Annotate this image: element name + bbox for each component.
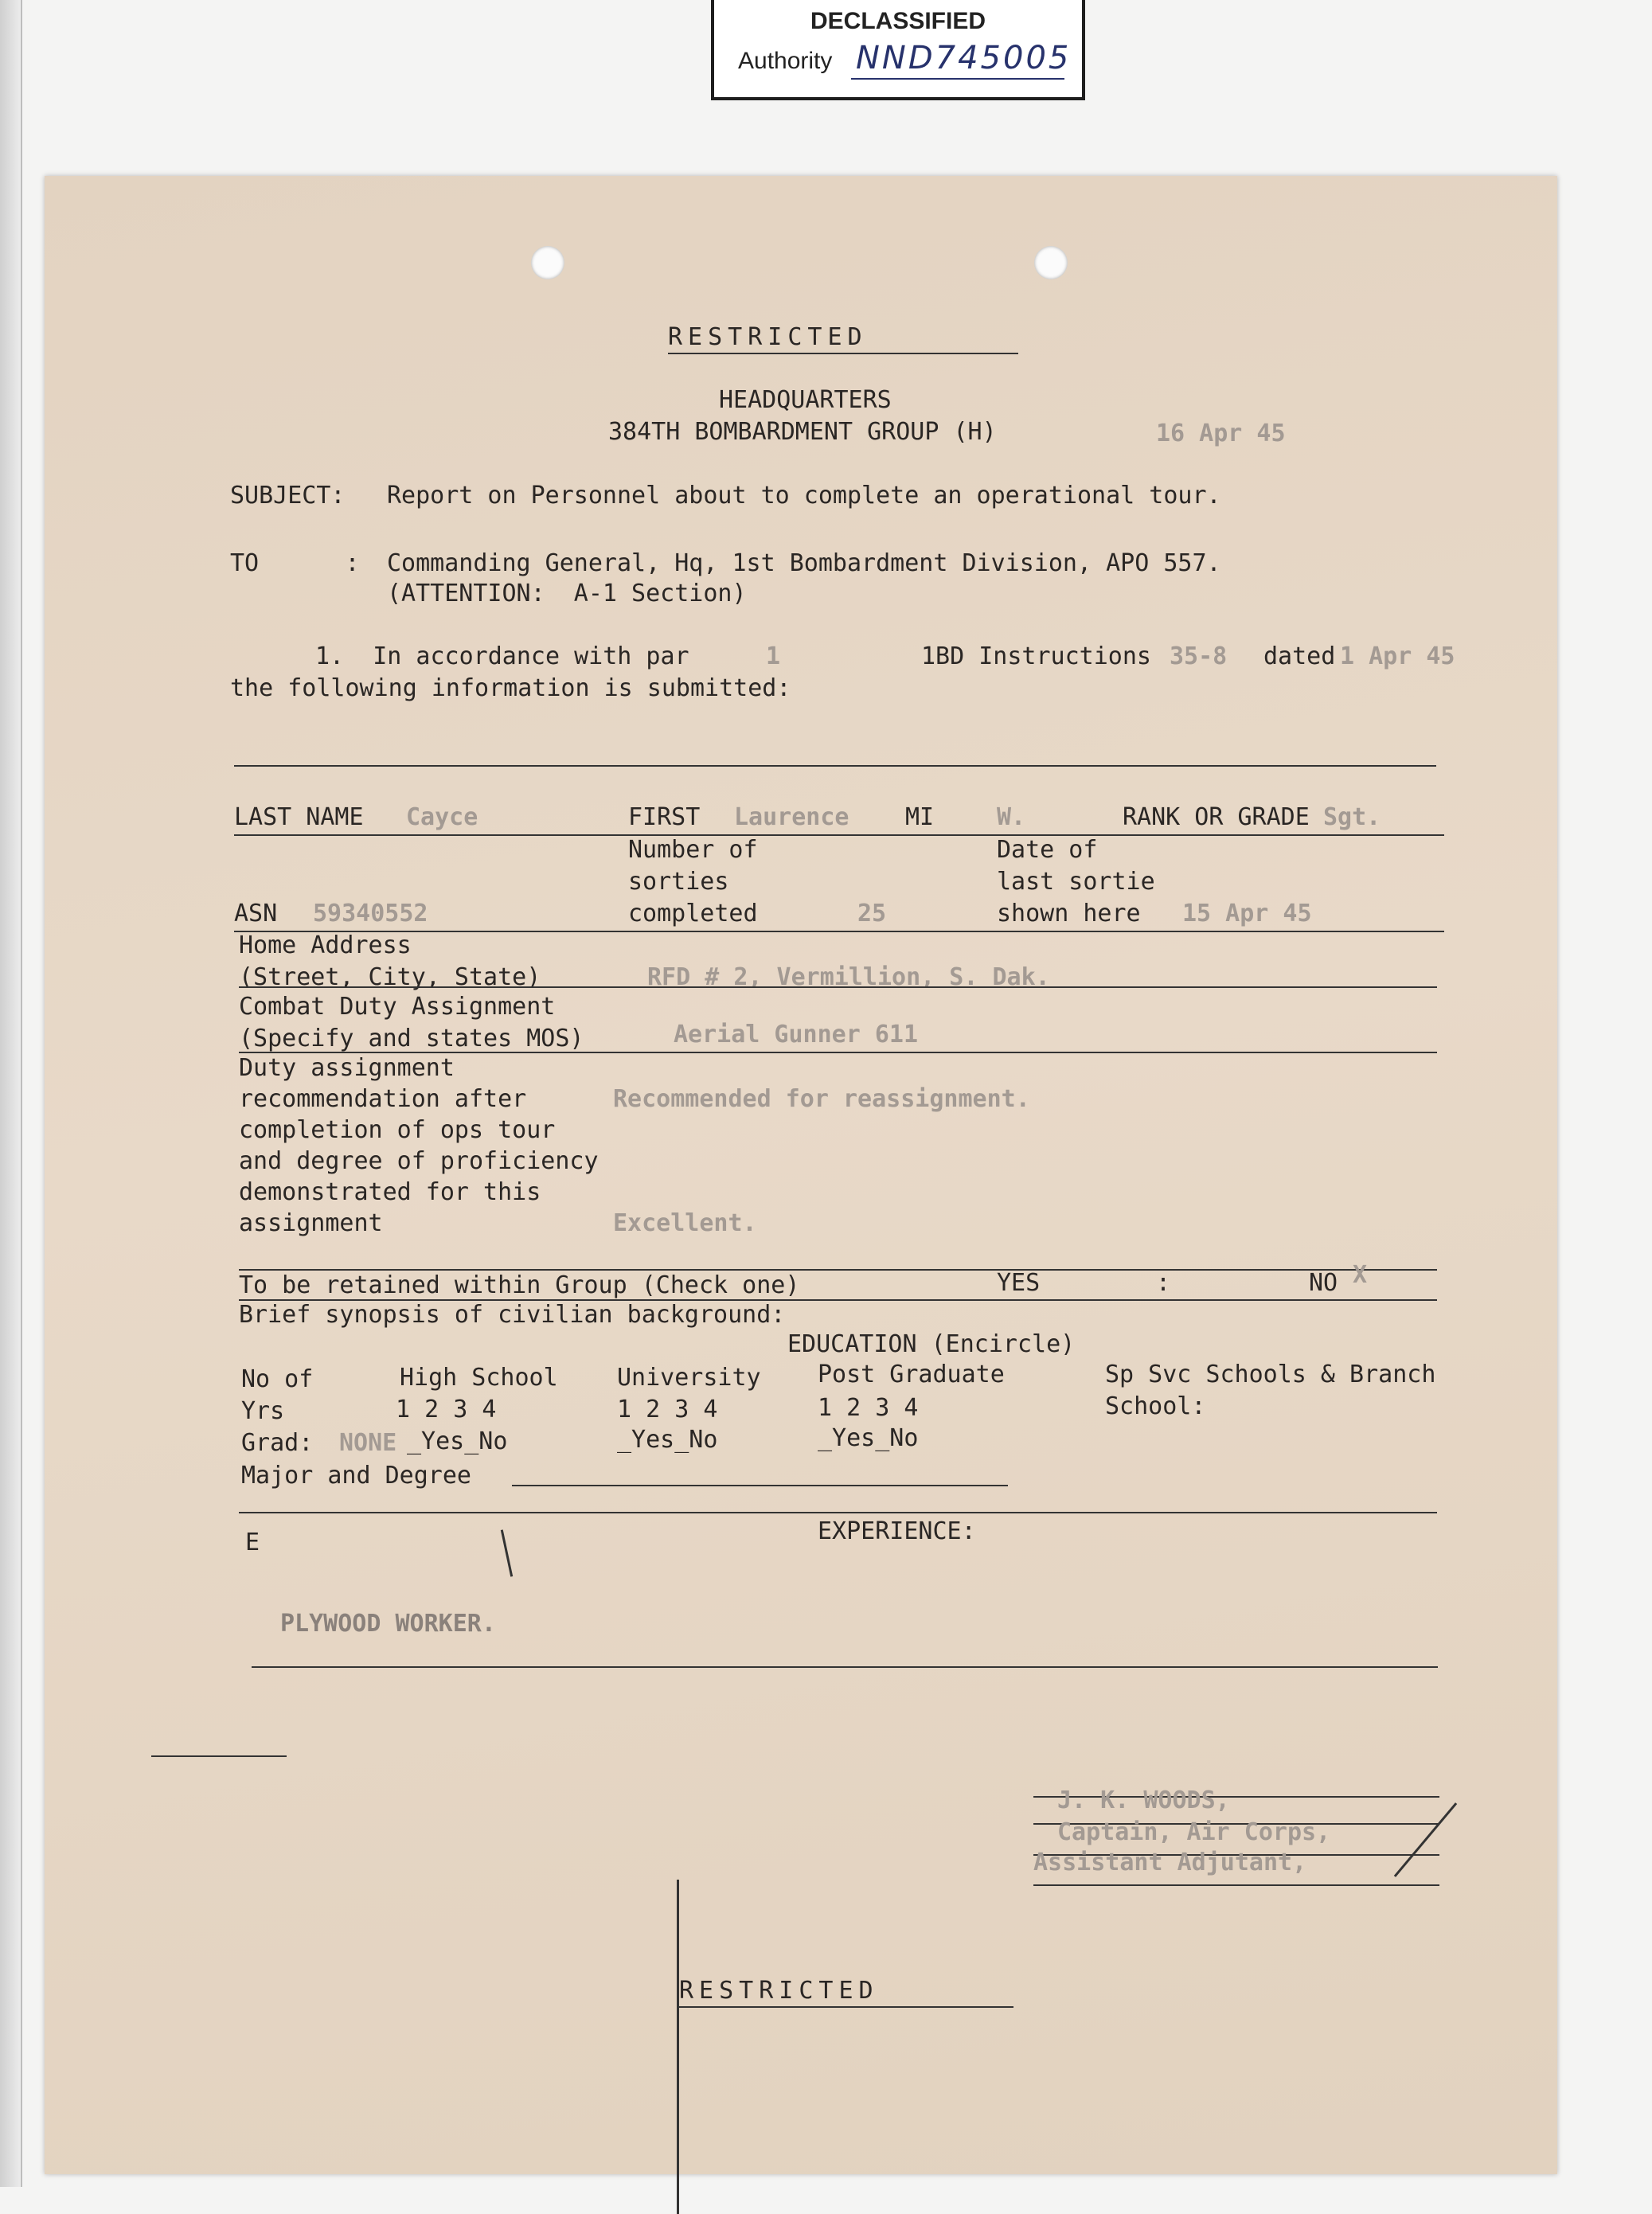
- duty-label-3: completion of ops tour: [239, 1116, 556, 1144]
- combat-duty-label-2: (Specify and states MOS): [239, 1025, 584, 1052]
- to-line-1: Commanding General, Hq, 1st Bombardment Division, APO 557.: [387, 549, 1221, 577]
- retain-yes: YES: [997, 1269, 1041, 1297]
- pencil-tick: [501, 1529, 513, 1576]
- experience-value: PLYWOOD WORKER.: [280, 1610, 496, 1638]
- post-graduate-label: Post Graduate: [818, 1361, 1005, 1388]
- intro-line-2: the following information is submitted:: [230, 674, 791, 702]
- rule-education: [239, 1512, 1437, 1513]
- last-sortie-label-2: last sortie: [997, 868, 1155, 896]
- duty-label-5: demonstrated for this: [239, 1178, 541, 1206]
- subject-label: SUBJECT:: [230, 482, 346, 510]
- stray-line-left: [151, 1755, 287, 1757]
- last-name-label: LAST NAME: [234, 803, 364, 831]
- subject-text: Report on Personnel about to complete an operational tour.: [387, 482, 1221, 510]
- education-grad: Grad:: [241, 1429, 314, 1457]
- stamp-authority-value: NND745005: [856, 40, 1072, 76]
- signature-title-2: Assistant Adjutant,: [1033, 1849, 1307, 1876]
- duty-label-6: assignment: [239, 1209, 383, 1237]
- home-address-label-2: (Street, City, State): [239, 963, 541, 991]
- rule-asn: [234, 931, 1444, 932]
- signature-title-1: Captain, Air Corps,: [1057, 1818, 1331, 1846]
- rank-label: RANK OR GRADE: [1123, 803, 1310, 831]
- unit-title: 384TH BOMBARDMENT GROUP (H): [608, 418, 997, 446]
- sp-svc-label-1: Sp Svc Schools & Branch: [1105, 1361, 1436, 1388]
- high-school-years: 1 2 3 4: [396, 1396, 497, 1423]
- last-sortie-label-1: Date of: [997, 836, 1098, 864]
- intro-dated-value: 1 Apr 45: [1340, 642, 1455, 670]
- university-yes-no: _Yes_No: [617, 1426, 718, 1454]
- signature-rule-3: [1033, 1884, 1439, 1886]
- sp-svc-label-2: School:: [1105, 1392, 1206, 1420]
- high-school-label: High School: [400, 1364, 558, 1392]
- retain-no: NO: [1309, 1269, 1338, 1297]
- intro-par-number: 1: [766, 642, 781, 670]
- mi-label: MI: [905, 803, 935, 831]
- duty-label-2: recommendation after: [239, 1085, 527, 1113]
- signature-name: J. K. WOODS,: [1057, 1786, 1230, 1814]
- sorties-label-2: sorties: [628, 868, 729, 896]
- last-sortie-label-3: shown here: [997, 900, 1141, 927]
- document-page: [45, 176, 1557, 2174]
- high-school-yes-no: _Yes_No: [407, 1427, 508, 1455]
- combat-duty-label-1: Combat Duty Assignment: [239, 993, 556, 1021]
- stamp-authority-label: Authority: [738, 48, 833, 74]
- stamp-title: DECLASSIFIED: [810, 8, 986, 34]
- home-address-label-1: Home Address: [239, 931, 412, 959]
- sorties-label-1: Number of: [628, 836, 758, 864]
- to-label: TO :: [230, 549, 360, 577]
- post-graduate-years: 1 2 3 4: [818, 1394, 919, 1422]
- sorties-value: 25: [857, 900, 887, 927]
- asn-value: 59340552: [313, 900, 428, 927]
- duty-label-4: and degree of proficiency: [239, 1147, 599, 1175]
- major-degree-label: Major and Degree: [241, 1462, 471, 1490]
- intro-instruction-number: 35-8: [1170, 642, 1228, 670]
- duty-proficiency-value: Excellent.: [613, 1209, 757, 1237]
- mi-value: W.: [997, 803, 1026, 831]
- classification-top: RESTRICTED: [668, 323, 868, 351]
- duty-label-1: Duty assignment: [239, 1054, 455, 1082]
- duty-recommendation-value: Recommended for reassignment.: [613, 1085, 1030, 1113]
- retain-label: To be retained within Group (Check one): [239, 1271, 800, 1299]
- home-address-value: RFD # 2, Vermillion, S. Dak.: [647, 963, 1050, 991]
- stray-line-vertical: [677, 1880, 679, 2214]
- rule-home: [239, 986, 1437, 988]
- intro-line-1a: 1. In accordance with par: [315, 642, 689, 670]
- classification-bottom: RESTRICTED: [679, 1977, 879, 2005]
- to-line-2: (ATTENTION: A-1 Section): [387, 580, 747, 607]
- rule-top: [234, 765, 1436, 767]
- declassified-stamp: [711, 0, 1085, 100]
- classification-top-underline: [668, 353, 1018, 354]
- intro-dated-label: dated: [1263, 642, 1336, 670]
- major-degree-line: [512, 1485, 1008, 1486]
- education-yrs: Yrs: [241, 1397, 285, 1425]
- sorties-label-3: completed: [628, 900, 758, 927]
- classification-bottom-underline: [679, 2006, 1013, 2008]
- experience-label: EXPERIENCE:: [818, 1517, 976, 1545]
- binder-edge: [0, 0, 22, 2187]
- university-label: University: [617, 1364, 761, 1392]
- rule-name: [234, 834, 1444, 836]
- education-no-of: No of: [241, 1365, 314, 1393]
- education-grad-value: NONE: [339, 1429, 397, 1457]
- asn-label: ASN: [234, 900, 278, 927]
- last-sortie-value: 15 Apr 45: [1182, 900, 1312, 927]
- stray-line-signature: [1394, 1802, 1457, 1877]
- retain-colon: :: [1156, 1269, 1171, 1297]
- experience-e: E: [245, 1529, 260, 1556]
- first-name-value: Laurence: [734, 803, 849, 831]
- retain-no-mark: X: [1353, 1261, 1368, 1289]
- document-date: 16 Apr 45: [1156, 420, 1286, 447]
- punch-hole-right: [1034, 246, 1068, 279]
- university-years: 1 2 3 4: [617, 1396, 718, 1423]
- intro-line-1b: 1BD Instructions: [921, 642, 1151, 670]
- punch-hole-left: [531, 246, 564, 279]
- combat-duty-value: Aerial Gunner 611: [674, 1021, 919, 1048]
- rule-experience: [252, 1666, 1438, 1668]
- synopsis-label: Brief synopsis of civilian background:: [239, 1301, 786, 1329]
- headquarters-title: HEADQUARTERS: [719, 386, 892, 414]
- last-name-value: Cayce: [406, 803, 478, 831]
- first-name-label: FIRST: [628, 803, 701, 831]
- rank-value: Sgt.: [1323, 803, 1381, 831]
- education-title: EDUCATION (Encircle): [787, 1330, 1076, 1358]
- post-graduate-yes-no: _Yes_No: [818, 1424, 919, 1452]
- stamp-underline: [851, 78, 1064, 80]
